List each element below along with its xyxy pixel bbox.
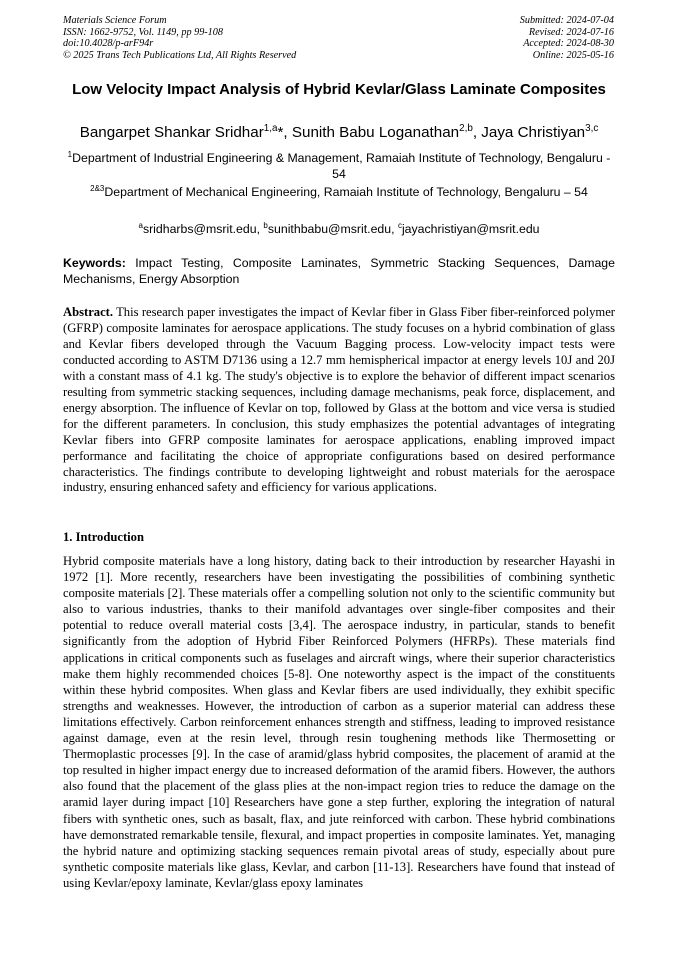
email-separator: ,	[256, 222, 264, 236]
affiliation-2	[63, 184, 615, 200]
date-revised: Revised: 2024-07-16	[528, 26, 614, 38]
keywords-label: Keywords:	[63, 256, 126, 270]
keywords-text: Impact Testing, Composite Laminates, Symmetric Stacking Sequences, Damage Mechanisms, Energy Absorption	[63, 256, 615, 286]
paper-title: Low Velocity Impact Analysis of Hybrid Kevlar/Glass Laminate Composites	[72, 81, 606, 98]
keywords-block	[63, 256, 615, 287]
author-separator: ,	[472, 124, 482, 141]
email-link[interactable]: jayachristiyan@msrit.edu	[401, 222, 540, 236]
section-heading-introduction: 1. Introduction	[63, 530, 144, 544]
affiliation-text: Department of Mechanical Engineering, Ramaiah Institute of Technology, Bengaluru – 54	[104, 185, 588, 199]
email-separator: ,	[391, 222, 398, 236]
introduction-text: Hybrid composite materials have a long history, dating back to their introduction by researcher Hayashi in 1972 [1]. More recently, researchers have been investigating the possibilities of combining synthetic composite materials [2]. These materials offer a compelling solution not only to the scientific community but also to various industries, thanks to their manifold advantages over single-fiber composites and their potential to reduce overall material costs [3,4]. The aerospace industry, in particular, stands to benefit significantly from the adoption of Hybrid Fiber Reinforced Polymers (HFRPs). These materials find applications in critical components such as fuselages and aircraft wings, where their superior characteristics make them highly recommended choices [5-8]. One noteworthy aspect is the impact of the constituents within these hybrid composites. When glass and Kevlar fibers are used individually, they exhibit specific strengths and weaknesses. However, the introduction of carbon as a superior material can address these limitations effectively. Carbon reinforcement enhances strength and stiffness, leading to improved resistance against damage, even at the resin level, through resin toughening methods like Thermosetting or Thermoplastic processes [9]. In the case of aramid/glass hybrid composites, the placement of aramid at the top resulted in higher impact energy due to increased deformation of the aramid fibers. However, the authors also found that the placement of the glass plies at the non-impact region tries to reduce the damage on the aramid layer during impact [10] Researchers have gone a step further, exploring the integration of natural fibers with synthetic ones, such as basalt, flax, and jute reinforced with carbon. These hybrid combinations have demonstrated remarkable tensile, flexural, and impact properties in composite laminates. Yet, managing the hybrid nature and optimizing stacking sequences remain pivotal areas of study, especially about pure synthetic composite materials like glass, Kevlar, and carbon [11-13]. Researchers have found that instead of using Kevlar/epoxy laminate, Kevlar/glass epoxy laminates	[63, 554, 615, 890]
abstract-block	[63, 305, 615, 496]
publication-dates	[520, 15, 614, 61]
journal-copyright: © 2025 Trans Tech Publications Ltd, All Rights Reserved	[63, 49, 297, 61]
author-name: Bangarpet Shankar Sridhar	[79, 124, 264, 141]
author-name: Sunith Babu Loganathan	[291, 124, 460, 141]
affiliation-marker: 2&3	[90, 183, 105, 193]
email-link[interactable]: sridharbs@msrit.edu	[142, 222, 257, 236]
date-accepted: Accepted: 2024-08-30	[523, 38, 614, 50]
journal-issn: ISSN: 1662-9752, Vol. 1149, pp 99-108	[63, 26, 223, 38]
email-list	[63, 221, 615, 237]
author-affil-marker: 3,c	[585, 122, 599, 134]
email-marker: b	[263, 220, 268, 230]
journal-name: Materials Science Forum	[63, 15, 167, 26]
date-submitted: Submitted: 2024-07-04	[519, 15, 614, 26]
email-link[interactable]: sunithbabu@msrit.edu	[267, 222, 392, 236]
email-marker: c	[397, 220, 402, 230]
author-separator: ,	[283, 124, 292, 141]
affiliation-marker: 1	[67, 149, 73, 159]
abstract-label: Abstract.	[63, 305, 114, 319]
date-online: Online: 2025-05-16	[532, 49, 614, 61]
author-name: Jaya Christiyan	[481, 124, 586, 141]
journal-doi: doi:10.4028/p-arF94r	[63, 38, 154, 50]
email-marker: a	[138, 220, 143, 230]
affiliation-text: Department of Industrial Engineering & Management, Ramaiah Institute of Technology, Bengaluru - 54	[72, 151, 611, 181]
abstract-text: This research paper investigates the impact of Kevlar fiber in Glass Fiber fiber-reinforced polymer (GFRP) composite laminates for aerospace applications. The study focuses on a hybrid combination of glass and Kevlar fibers developed through the Vacuum Bagging process. Low-velocity impact tests were conducted according to ASTM D7136 using a 12.7 mm hemispherical impactor at energy levels 10J and 20J with a constant mass of 4.1 kg. The study's objective is to explore the behavior of different impact scenarios resulting from symmetric stacking sequences, including damage mechanisms, peak force, displacement, and energy absorption. The influence of Kevlar on top, followed by Glass at the bottom and vice versa is studied for the different parameters. In conclusion, this study emphasizes the potential advantages of integrating Kevlar fibers into GFRP composite laminates for aerospace applications, enabling improved impact performance and facilitating the choice of appropriate configurations based on desired performance characteristics. The findings contribute to developing lightweight and robust materials for the aerospace industry, ensuring enhanced safety and efficiency for various applications.	[63, 305, 615, 495]
author-list	[40, 124, 638, 142]
author-affil-marker: 1,a	[263, 122, 278, 134]
author-affil-marker: 2,b	[459, 122, 473, 134]
affiliation-1	[63, 150, 615, 182]
journal-info	[63, 15, 296, 61]
corresponding-mark: *	[277, 124, 284, 141]
